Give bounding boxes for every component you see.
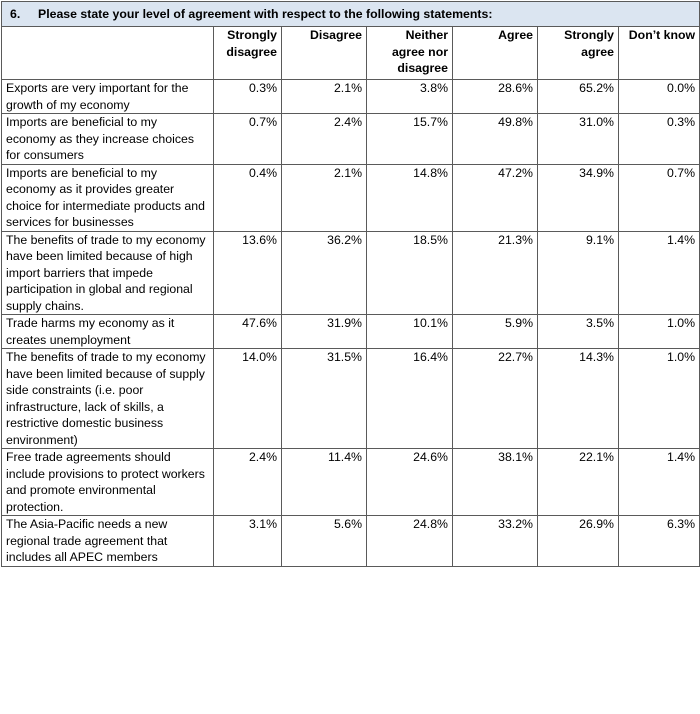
question-text: Please state your level of agreement with respect to the following statements: bbox=[38, 6, 493, 21]
question-row bbox=[2, 2, 700, 27]
statement-cell: Imports are beneficial to my economy as it provides greater choice for intermediate products and services for businesses bbox=[2, 164, 214, 231]
statement-cell: The benefits of trade to my economy have been limited because of supply side constraints (i.e. poor infrastructure, lack of skills, a restrictive domestic business environment) bbox=[2, 349, 214, 449]
statement-cell: Trade harms my economy as it creates unemployment bbox=[2, 315, 214, 349]
value-cell: 1.0% bbox=[619, 349, 700, 449]
value-cell: 1.0% bbox=[619, 315, 700, 349]
table-row bbox=[2, 164, 700, 231]
statement-cell: Free trade agreements should include provisions to protect workers and promote environmental protection. bbox=[2, 449, 214, 516]
statement-cell: Imports are beneficial to my economy as they increase choices for consumers bbox=[2, 114, 214, 165]
value-cell: 31.5% bbox=[282, 349, 367, 449]
value-cell: 2.1% bbox=[282, 80, 367, 114]
value-cell: 0.3% bbox=[214, 80, 282, 114]
value-cell: 3.8% bbox=[367, 80, 453, 114]
value-cell: 31.0% bbox=[538, 114, 619, 165]
value-cell: 2.4% bbox=[214, 449, 282, 516]
column-header: Strongly agree bbox=[538, 27, 619, 80]
value-cell: 11.4% bbox=[282, 449, 367, 516]
value-cell: 22.7% bbox=[453, 349, 538, 449]
value-cell: 18.5% bbox=[367, 231, 453, 315]
value-cell: 65.2% bbox=[538, 80, 619, 114]
value-cell: 33.2% bbox=[453, 516, 538, 567]
column-header: Agree bbox=[453, 27, 538, 80]
value-cell: 34.9% bbox=[538, 164, 619, 231]
value-cell: 14.8% bbox=[367, 164, 453, 231]
column-header-row bbox=[2, 27, 700, 80]
survey-table bbox=[1, 1, 700, 567]
value-cell: 3.5% bbox=[538, 315, 619, 349]
value-cell: 6.3% bbox=[619, 516, 700, 567]
value-cell: 14.3% bbox=[538, 349, 619, 449]
value-cell: 5.9% bbox=[453, 315, 538, 349]
table-row bbox=[2, 80, 700, 114]
value-cell: 14.0% bbox=[214, 349, 282, 449]
value-cell: 0.7% bbox=[619, 164, 700, 231]
table-row bbox=[2, 516, 700, 567]
value-cell: 24.8% bbox=[367, 516, 453, 567]
value-cell: 49.8% bbox=[453, 114, 538, 165]
question-number: 6. bbox=[10, 6, 21, 21]
value-cell: 47.2% bbox=[453, 164, 538, 231]
value-cell: 9.1% bbox=[538, 231, 619, 315]
table-row bbox=[2, 349, 700, 449]
column-header: Strongly disagree bbox=[214, 27, 282, 80]
value-cell: 0.0% bbox=[619, 80, 700, 114]
column-header: Disagree bbox=[282, 27, 367, 80]
value-cell: 2.1% bbox=[282, 164, 367, 231]
value-cell: 47.6% bbox=[214, 315, 282, 349]
table-row bbox=[2, 231, 700, 315]
value-cell: 15.7% bbox=[367, 114, 453, 165]
question-heading bbox=[2, 2, 700, 27]
value-cell: 1.4% bbox=[619, 449, 700, 516]
table-body bbox=[2, 80, 700, 567]
value-cell: 1.4% bbox=[619, 231, 700, 315]
value-cell: 31.9% bbox=[282, 315, 367, 349]
statement-cell: Exports are very important for the growth of my economy bbox=[2, 80, 214, 114]
column-header: Neither agree nor disagree bbox=[367, 27, 453, 80]
value-cell: 16.4% bbox=[367, 349, 453, 449]
table-row bbox=[2, 114, 700, 165]
value-cell: 0.4% bbox=[214, 164, 282, 231]
value-cell: 38.1% bbox=[453, 449, 538, 516]
value-cell: 24.6% bbox=[367, 449, 453, 516]
value-cell: 0.7% bbox=[214, 114, 282, 165]
value-cell: 0.3% bbox=[619, 114, 700, 165]
table-row bbox=[2, 315, 700, 349]
value-cell: 5.6% bbox=[282, 516, 367, 567]
value-cell: 3.1% bbox=[214, 516, 282, 567]
statement-column-header bbox=[2, 27, 214, 80]
value-cell: 13.6% bbox=[214, 231, 282, 315]
value-cell: 26.9% bbox=[538, 516, 619, 567]
value-cell: 28.6% bbox=[453, 80, 538, 114]
statement-cell: The Asia-Pacific needs a new regional trade agreement that includes all APEC members bbox=[2, 516, 214, 567]
value-cell: 10.1% bbox=[367, 315, 453, 349]
statement-cell: The benefits of trade to my economy have been limited because of high import barriers that impede participation in global and regional supply chains. bbox=[2, 231, 214, 315]
value-cell: 22.1% bbox=[538, 449, 619, 516]
table-row bbox=[2, 449, 700, 516]
value-cell: 21.3% bbox=[453, 231, 538, 315]
value-cell: 36.2% bbox=[282, 231, 367, 315]
value-cell: 2.4% bbox=[282, 114, 367, 165]
column-header: Don’t know bbox=[619, 27, 700, 80]
